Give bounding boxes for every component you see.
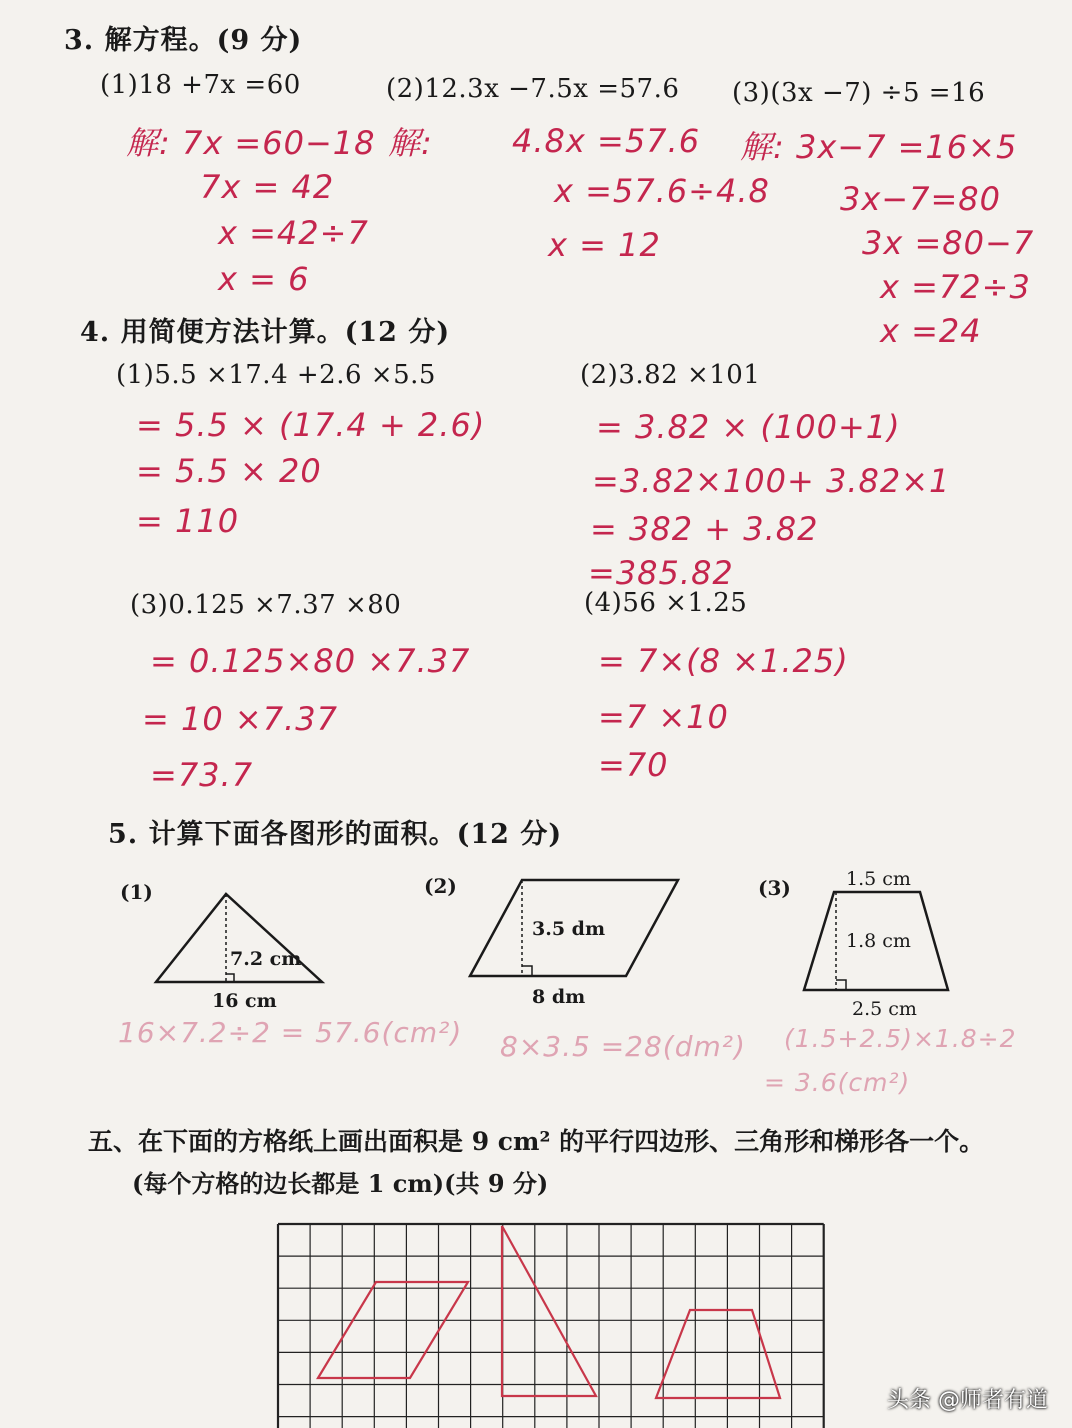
q3-heading: 3. 解方程。(9 分) xyxy=(64,25,303,56)
q3-answer2-line2: 4.8x =57.6 xyxy=(512,122,701,160)
q4-heading: 4. 用简便方法计算。(12 分) xyxy=(80,317,451,348)
q3-answer1-line1: 解: 7x =60−18 xyxy=(126,124,376,162)
q4-answer4-line1: = 7×(8 ×1.25) xyxy=(598,642,849,680)
q3-answer3-line3: 3x =80−7 xyxy=(862,224,1035,262)
drawn-parallelogram xyxy=(318,1282,468,1378)
q5-fig3-answer-line2: = 3.6(cm²) xyxy=(764,1068,911,1097)
q3-answer1-line2: 7x = 42 xyxy=(200,168,335,206)
q5-fig2-number: (2) xyxy=(424,874,457,898)
q4-problem-2: (2)3.82 ×101 xyxy=(580,360,761,390)
q5-fig1-base-label: 16 cm xyxy=(212,990,277,1012)
q5-fig2-height-label: 3.5 dm xyxy=(532,918,606,940)
q3-problem-3: (3)(3x −7) ÷5 =16 xyxy=(732,78,986,108)
q4-answer1-line2: = 5.5 × 20 xyxy=(136,452,322,490)
q4-answer1-line3: = 110 xyxy=(136,502,240,540)
drawn-triangle xyxy=(502,1226,596,1396)
q4-answer2-line3: = 382 + 3.82 xyxy=(590,510,819,548)
q3-answer3-line2: 3x−7=80 xyxy=(840,180,1001,218)
q4-answer4-line3: =70 xyxy=(598,746,669,784)
q4-answer3-line2: = 10 ×7.37 xyxy=(142,700,338,738)
q5-fig3-number: (3) xyxy=(758,876,791,900)
q5-fig2-answer: 8×3.5 =28(dm²) xyxy=(500,1030,746,1063)
q3-answer2-line4: x = 12 xyxy=(548,226,661,264)
q3-answer3-line1: 解: 3x−7 =16×5 xyxy=(740,128,1018,166)
q4-answer2-line1: = 3.82 × (100+1) xyxy=(596,408,901,446)
q5-fig1-height-label: 7.2 cm xyxy=(230,948,302,970)
q3-answer1-line4: x = 6 xyxy=(218,260,310,298)
q4-answer3-line3: =73.7 xyxy=(150,756,254,794)
q3-answer3-line5: x =24 xyxy=(880,312,982,350)
q3-problem-2: (2)12.3x −7.5x =57.6 xyxy=(386,74,680,104)
q5-fig3-answer-line1: (1.5+2.5)×1.8÷2 xyxy=(784,1024,1017,1053)
q5-fig3-bottom-label: 2.5 cm xyxy=(852,998,917,1020)
q4-problem-3: (3)0.125 ×7.37 ×80 xyxy=(130,590,402,620)
q3-answer2-line3: x =57.6÷4.8 xyxy=(554,172,770,210)
q-five-heading: 五、在下面的方格纸上画出面积是 9 cm² 的平行四边形、三角形和梯形各一个。 xyxy=(88,1127,985,1156)
q4-answer2-line2: =3.82×100+ 3.82×1 xyxy=(592,462,951,500)
q3-answer2-line1: 解: xyxy=(388,124,433,162)
q3-answer3-line4: x =72÷3 xyxy=(880,268,1031,306)
q4-answer3-line1: = 0.125×80 ×7.37 xyxy=(150,642,471,680)
q4-answer4-line2: =7 ×10 xyxy=(598,698,729,736)
q-five-subheading: (每个方格的边长都是 1 cm)(共 9 分) xyxy=(132,1169,549,1198)
q3-answer1-line3: x =42÷7 xyxy=(218,214,369,252)
q5-fig1-answer: 16×7.2÷2 = 57.6(cm²) xyxy=(118,1016,463,1049)
q5-fig3-top-label: 1.5 cm xyxy=(846,868,911,890)
q4-answer1-line1: = 5.5 × (17.4 + 2.6) xyxy=(136,406,486,444)
q5-fig2-base-label: 8 dm xyxy=(532,986,586,1008)
q4-problem-1: (1)5.5 ×17.4 +2.6 ×5.5 xyxy=(116,360,436,390)
q4-answer2-line4: =385.82 xyxy=(588,554,734,592)
q4-problem-4: (4)56 ×1.25 xyxy=(584,588,748,618)
watermark: 头条 @师者有道 xyxy=(887,1388,1048,1413)
q5-fig3-height-label: 1.8 cm xyxy=(846,930,911,952)
q5-heading: 5. 计算下面各图形的面积。(12 分) xyxy=(108,819,563,850)
q3-problem-1: (1)18 +7x =60 xyxy=(100,70,301,100)
q5-fig1-number: (1) xyxy=(120,880,153,904)
